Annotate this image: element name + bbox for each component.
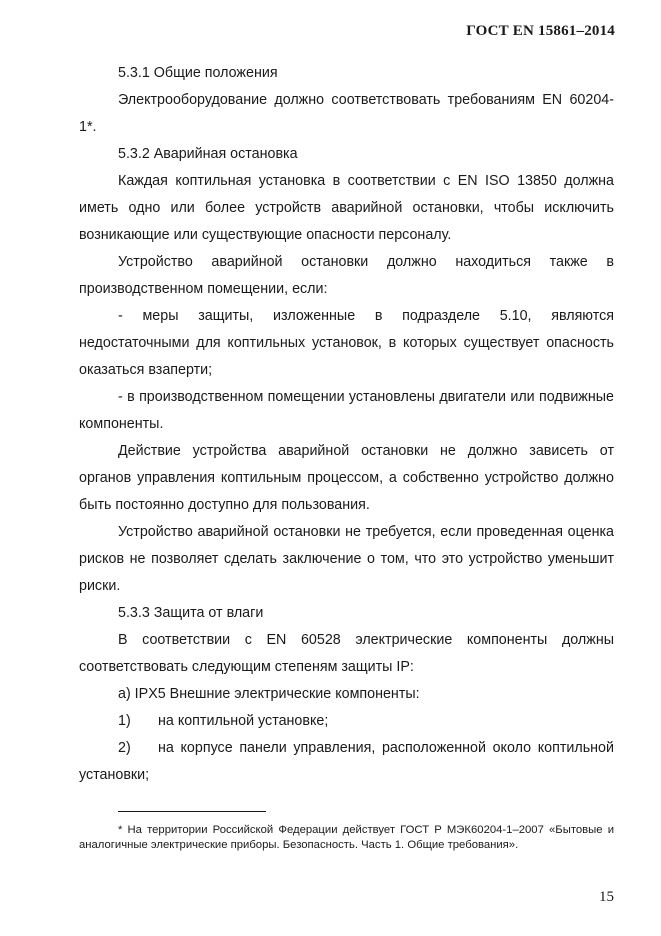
item-number: 1) xyxy=(118,713,131,729)
paragraph: Устройство аварийной остановки не требуется, если проведенная оценка рисков не позволяет сделать заключение о том, что это устройство уменьшит риски. xyxy=(79,524,614,594)
paragraph: Действие устройства аварийной остановки не должно зависеть от органов управления коптильным процессом, а собственно устройство должно быть постоянно доступно для пользования. xyxy=(79,443,614,513)
page-number: 15 xyxy=(599,889,614,905)
paragraph: Электрооборудование должно соответствовать требованиям EN 60204-1*. xyxy=(79,92,614,135)
section-heading-5-3-2: 5.3.2 Аварийная остановка xyxy=(118,146,298,162)
main-text xyxy=(79,60,614,789)
bullet-item: - меры защиты, изложенные в подразделе 5.10, являются недостаточными для коптильных установок, в которых существует опасность оказаться взаперти; xyxy=(79,308,614,378)
item-text: на коптильной установке; xyxy=(158,713,329,729)
paragraph: Каждая коптильная установка в соответствии с EN ISO 13850 должна иметь одно или более устройств аварийной остановки, чтобы исключить возникающие или существующие опасности персоналу. xyxy=(79,173,614,243)
item-text: на корпусе панели управления, расположенной около коптильной установки; xyxy=(79,740,614,783)
numbered-item-2 xyxy=(79,735,614,789)
footnote-separator xyxy=(118,811,266,812)
document-code-header: ГОСТ EN 15861–2014 xyxy=(466,23,615,39)
footnote: * На территории Российской Федерации действует ГОСТ Р МЭК60204-1–2007 «Бытовые и аналогичные электрические приборы. Безопасность. Часть 1. Общие требования». xyxy=(79,824,614,851)
section-heading-5-3-3: 5.3.3 Защита от влаги xyxy=(118,605,264,621)
paragraph: Устройство аварийной остановки должно находиться также в производственном помещении, если: xyxy=(79,254,614,297)
section-heading-5-3-1: 5.3.1 Общие положения xyxy=(118,65,278,81)
item-number: 2) xyxy=(118,740,131,756)
numbered-item-1 xyxy=(79,708,614,735)
paragraph: В соответствии с EN 60528 электрические компоненты должны соответствовать следующим степеням защиты IP: xyxy=(79,632,614,675)
list-item-a: а) IPX5 Внешние электрические компоненты: xyxy=(118,686,420,702)
bullet-item: - в производственном помещении установлены двигатели или подвижные компоненты. xyxy=(79,389,614,432)
